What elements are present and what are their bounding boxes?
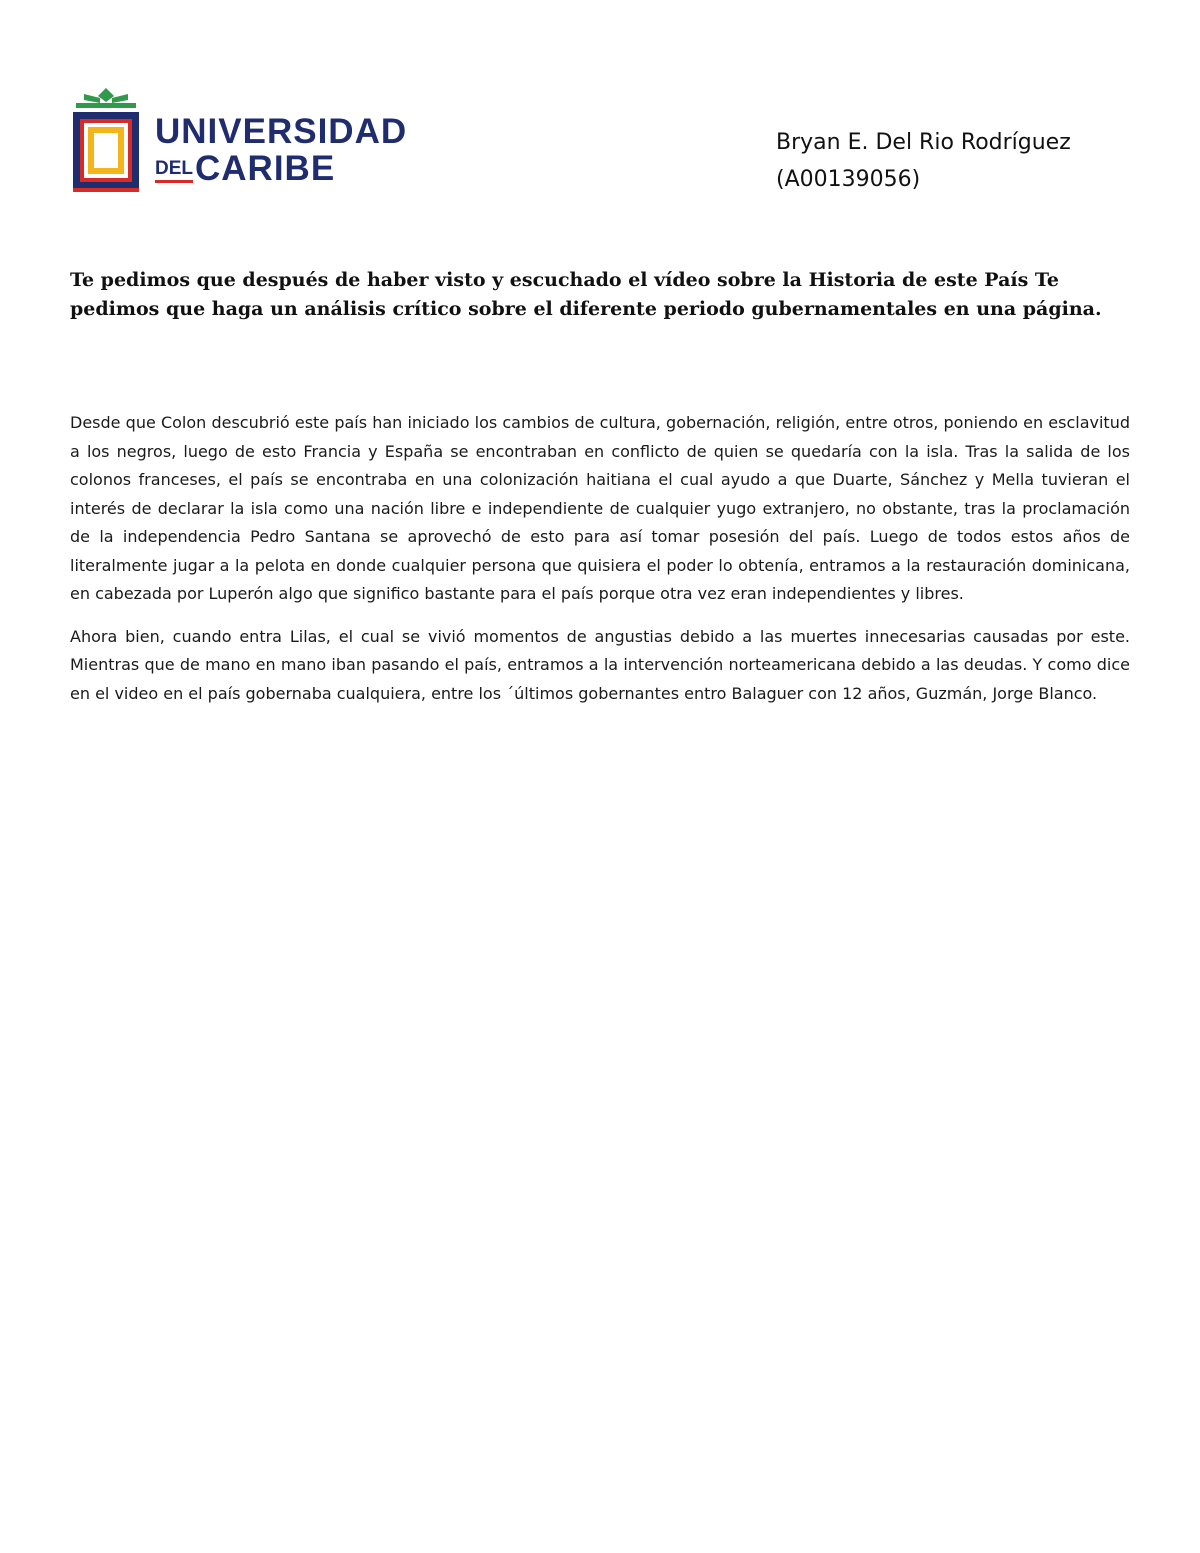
author-id: (A00139056) [776,167,921,192]
logo-wordmark-del: DEL [155,158,193,183]
logo-wordmark-universidad: UNIVERSIDAD [155,112,408,151]
essay-paragraph: Desde que Colon descubrió este país han iniciado los cambios de cultura, gobernación, religión, entre otros, poniendo en esclavitud a los negros, luego de esto Francia y España se encontraban en conflicto de quien se quedaría con la isla. Tras la salida de los colonos franceses, el país se encontraba en una colonización haitiana el cual ayudo a que Duarte, Sánchez y Mella tuvieran el interés de declarar la isla como una nación libre e independiente de cualquier yugo extranjero, no obstante, tras la proclamación de la independencia Pedro Santana se aprovechó de esto para así tomar posesión del país. Luego de todos estos años de literalmente jugar a la pelota en donde cualquier persona que quisiera el poder lo obtenía, entramos a la restauración dominicana, en cabezada por Luperón algo que significo bastante para el país porque otra vez eran independientes y libres. [70,413,1130,603]
logo-wordmark-caribe: CARIBE [195,149,336,188]
assignment-prompt: Te pedimos que después de haber visto y escuchado el vídeo sobre la Historia de este País Te pedimos que haga un análisis crítico sobre el diferente periodo gubernamentales en una página. [70,269,1102,320]
essay-paragraph: Ahora bien, cuando entra Lilas, el cual se vivió momentos de angustias debido a las muertes innecesarias causadas por este. Mientras que de mano en mano iban pasando el país, entramos a la intervención norteamericana debido a las deudas. Y como dice en el video en el país gobernaba cualquiera, entre los ´últimos gobernantes entro Balaguer con 12 años, Guzmán, Jorge Blanco. [70,626,1130,703]
essay-body [70,409,1130,722]
university-logo [70,86,415,192]
logo-wordmark-bottom [155,151,335,191]
author-block [776,124,1071,198]
author-name: Bryan E. Del Rio Rodríguez [776,130,1071,155]
university-emblem-icon [70,86,142,192]
